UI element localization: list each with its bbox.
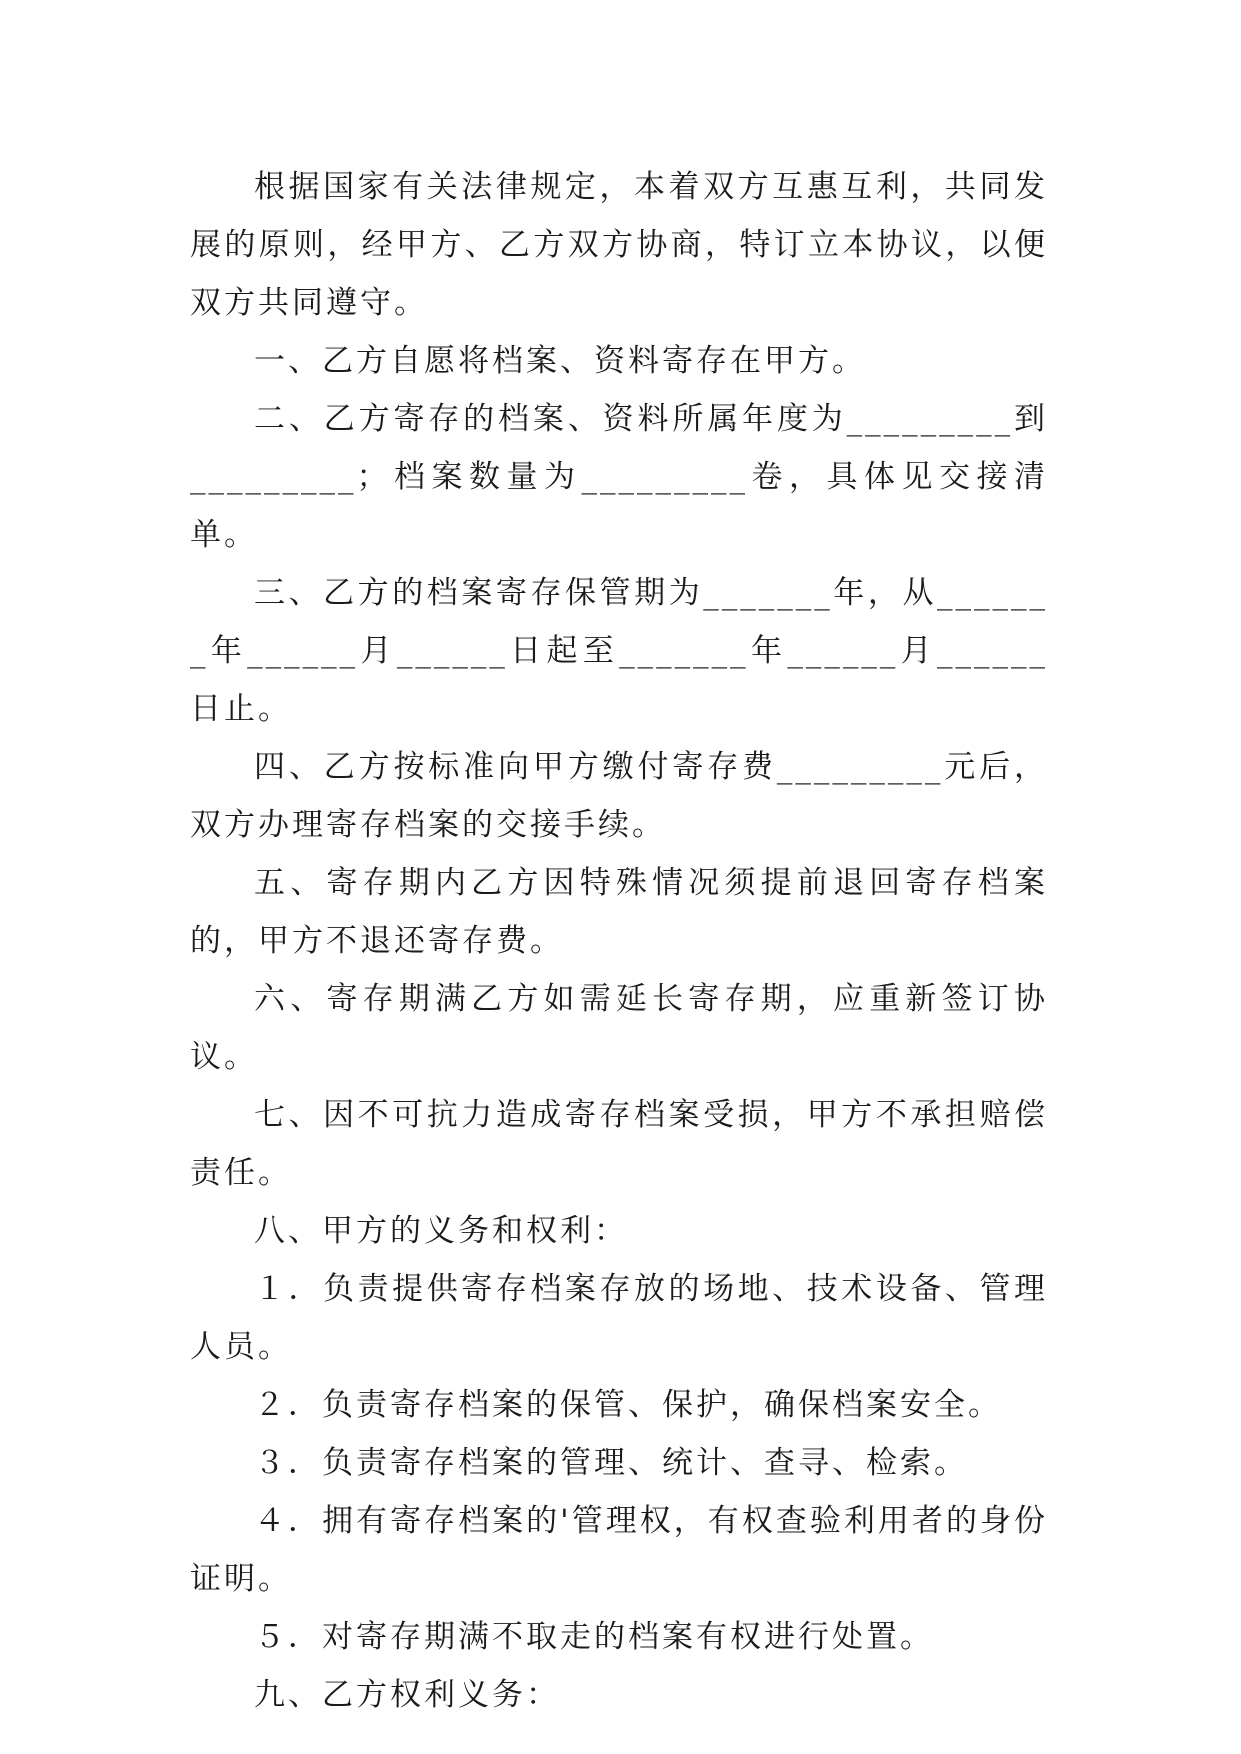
clause-4: 四、乙方按标准向甲方缴付寄存费_________元后，双方办理寄存档案的交接手续。 (190, 749, 1048, 843)
clause-9-heading: 九、乙方权利义务： (254, 1677, 560, 1713)
clause-8-item-4: ４．拥有寄存档案的'管理权，有权查验利用者的身份证明。 (190, 1503, 1048, 1597)
clause-6: 六、寄存期满乙方如需延长寄存期，应重新签订协议。 (190, 981, 1048, 1075)
intro-paragraph: 根据国家有关法律规定，本着双方互惠互利，共同发展的原则，经甲方、乙方双方协商，特订立本协议，以便双方共同遵守。 (190, 169, 1048, 321)
clause-1: 一、乙方自愿将档案、资料寄存在甲方。 (254, 343, 866, 379)
clause-5: 五、寄存期内乙方因特殊情况须提前退回寄存档案的，甲方不退还寄存费。 (190, 865, 1048, 959)
clause-8-item-1: １．负责提供寄存档案存放的场地、技术设备、管理人员。 (190, 1271, 1048, 1365)
clause-8-item-3: ３．负责寄存档案的管理、统计、查寻、检索。 (254, 1445, 968, 1481)
clause-3: 三、乙方的档案寄存保管期为_______年，从_______年______月______日起至_______年______月______日止。 (190, 575, 1048, 727)
clause-8-item-2: ２．负责寄存档案的保管、保护，确保档案安全。 (254, 1387, 1002, 1423)
clause-2: 二、乙方寄存的档案、资料所属年度为_________到_________；档案数量为_________卷，具体见交接清单。 (190, 401, 1048, 553)
clause-8-item-5: ５．对寄存期满不取走的档案有权进行处置。 (254, 1619, 934, 1655)
clause-7: 七、因不可抗力造成寄存档案受损，甲方不承担赔偿责任。 (190, 1097, 1048, 1191)
clause-8-heading: 八、甲方的义务和权利： (254, 1213, 628, 1249)
agreement-body (190, 158, 1048, 1724)
